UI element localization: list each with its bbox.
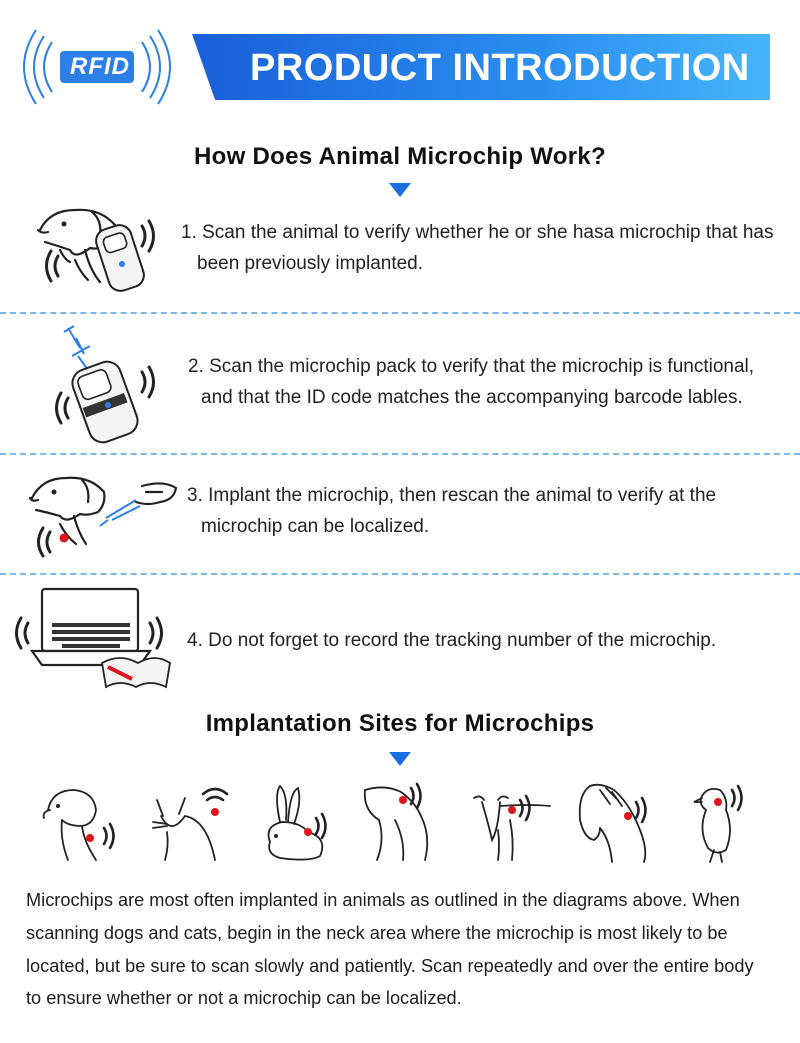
step-4-text [187,625,716,656]
implantation-sites-heading: Implantation Sites for Microchips [205,710,595,737]
description-line-3: located, but be sure to scan slowly and patiently. Scan repeatedly and over the entire body [26,955,754,976]
step-4-line-1: 4. Do not forget to record the tracking number of the microchip. [187,630,717,651]
how-it-works-heading: How Does Animal Microchip Work? [193,143,606,170]
step-3-line-1: 3. Implant the microchip, then rescan the animal to verify at the [187,485,717,506]
step-3-line-2: microchip can be localized. [201,516,430,537]
divider [0,573,800,575]
divider [0,453,800,455]
cow-icon [470,790,560,864]
laptop-record-icon [10,583,175,695]
description-line-4: to ensure whether or not a microchip can be localized. [26,988,462,1009]
step-3-text [187,480,716,542]
step-1-text [181,217,773,279]
page-title: PRODUCT INTRODUCTION [250,47,750,89]
cat-icon [145,780,235,864]
monkey-icon [355,780,447,864]
step-2-text [188,351,754,413]
dog-scanner-icon [30,190,160,300]
description-line-1: Microchips are most often implanted in animals as outlined in the diagrams above. When [26,890,740,910]
dog-implant-icon [24,462,184,560]
down-arrow-icon [389,752,411,766]
horse-icon [570,780,665,864]
step-2-line-2: and that the ID code matches the accompanying barcode lables. [201,387,743,408]
bird-icon [688,780,758,864]
description-line-2: scanning dogs and cats, begin in the neck area where the microchip is most likely to be [26,922,728,943]
rabbit-icon [250,782,340,864]
dog-icon [38,780,128,864]
down-arrow-icon [389,183,411,197]
step-1-line-1: 1. Scan the animal to verify whether he or she hasa microchip that has [181,222,774,243]
step-2-line-1: 2. Scan the microchip pack to verify that the microchip is functional, [188,356,755,377]
syringe-scanner-icon [50,320,160,445]
implantation-description [26,884,786,1015]
rfid-logo-text: RFID [70,53,130,80]
step-1-line-2: been previously implanted. [197,253,424,274]
divider [0,312,800,314]
